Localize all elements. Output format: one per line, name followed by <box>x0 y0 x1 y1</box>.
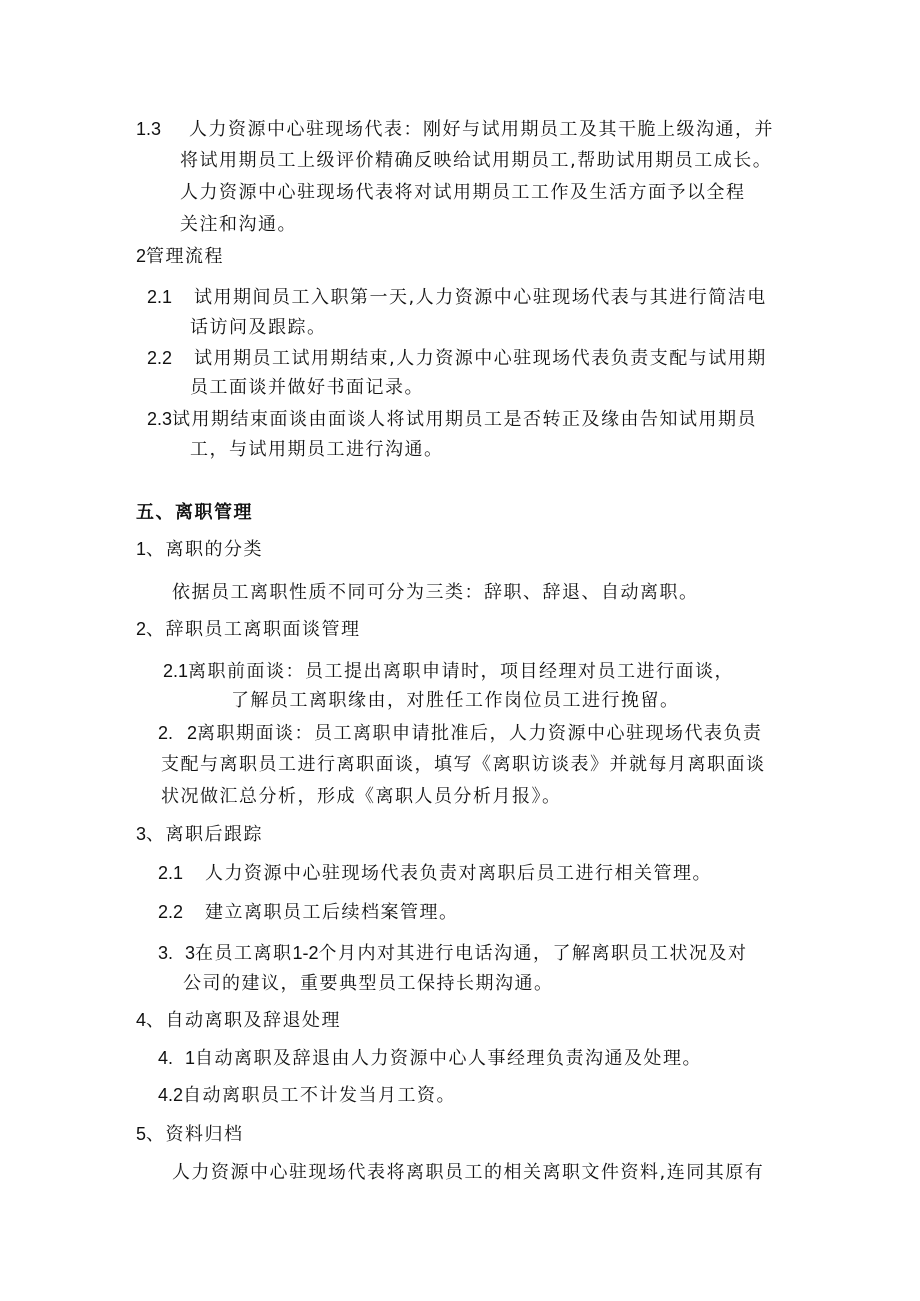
item-number-part: 2 <box>187 723 198 743</box>
item-number: 2.3 <box>147 409 173 429</box>
sub-title: 、离职的分类 <box>146 539 264 560</box>
paragraph-text: 状况做汇总分析，形成《离职人员分析月报》。 <box>161 786 562 807</box>
follow-2-1-line <box>158 862 712 885</box>
paragraph-text: 人力资源中心驻现场代表将对试用期员工工作及生活方面予以全程 <box>180 182 746 203</box>
paragraph-text: 试用期结束面谈由面谈人将试用期员工是否转正及缘由告知试用期员 <box>172 409 758 430</box>
item-number: 3. <box>158 943 174 963</box>
paragraph-text: 了解员工离职缘由，对胜任工作岗位员工进行挽留。 <box>231 690 680 711</box>
sub-number: 4 <box>136 1010 147 1030</box>
paragraph-text: 在员工离职 <box>195 943 293 964</box>
range-number: 1-2 <box>292 943 319 963</box>
resign-2-1-line-1 <box>163 660 734 683</box>
follow-3-3-line-1 <box>158 942 748 965</box>
paragraph-text: 公司的建议，重要典型员工保持长期沟通。 <box>183 973 554 994</box>
section-1-3-line-1 <box>136 118 774 141</box>
paragraph-text: 试用期间员工入职第一天,人力资源中心驻现场代表与其进行简洁电 <box>194 287 767 308</box>
paragraph-text: 员工面谈并做好书面记录。 <box>190 377 424 398</box>
item-number: 2.1 <box>163 661 189 681</box>
section-1-3-line-4 <box>180 214 297 236</box>
sub-2-heading <box>136 618 361 641</box>
follow-3-3-line-2 <box>183 973 554 995</box>
resign-2-1-line-2 <box>231 690 680 712</box>
resign-2-2-line-1 <box>158 722 763 745</box>
resign-2-2-line-3 <box>161 786 562 808</box>
section-title: 管理流程 <box>146 246 225 267</box>
paragraph-text: 人力资源中心驻现场代表负责对离职后员工进行相关管理。 <box>205 863 713 884</box>
item-2-2-line-2 <box>190 377 424 399</box>
item-number: 2.2 <box>158 902 184 922</box>
sub-3-heading <box>136 823 263 846</box>
item-number: 4. <box>158 1048 174 1068</box>
item-number-part: 1 <box>185 1048 196 1068</box>
section-number: 2 <box>136 246 147 266</box>
paragraph-text: 自动离职员工不计发当月工资。 <box>183 1085 457 1106</box>
sub-1-text <box>172 582 699 604</box>
paragraph-text: 试用期员工试用期结束,人力资源中心驻现场代表负责支配与试用期 <box>194 348 767 369</box>
section-1-3-line-3 <box>180 182 746 204</box>
resign-2-2-line-2 <box>161 754 766 776</box>
item-number: 4.2 <box>158 1085 184 1105</box>
paragraph-text: 自动离职及辞退由人力资源中心人事经理负责沟通及处理。 <box>195 1048 703 1069</box>
paragraph-text: 人力资源中心驻现场代表将离职员工的相关离职文件资料,连同其原有 <box>172 1162 765 1183</box>
section-number: 1.3 <box>136 119 162 139</box>
item-number: 2.2 <box>147 348 173 368</box>
paragraph-text: 个月内对其进行电话沟通，了解离职员工状况及对 <box>318 943 748 964</box>
paragraph-text: 人力资源中心驻现场代表：刚好与试用期员工及其干脆上级沟通，并 <box>189 119 775 140</box>
item-number-part: 3 <box>185 943 196 963</box>
sub-title: 、自动离职及辞退处理 <box>146 1010 342 1031</box>
item-number: 2.1 <box>158 863 184 883</box>
paragraph-text: 关注和沟通。 <box>180 214 297 235</box>
item-number: 2.1 <box>147 287 173 307</box>
auto-4-2-line <box>158 1084 456 1107</box>
paragraph-text: 依据员工离职性质不同可分为三类：辞职、辞退、自动离职。 <box>172 582 699 603</box>
item-number: 2. <box>158 723 174 743</box>
sub-number: 2 <box>136 619 147 639</box>
sub-1-heading <box>136 538 263 561</box>
item-2-1-line-1 <box>147 286 767 309</box>
sub-5-text <box>172 1162 764 1184</box>
sub-number: 1 <box>136 539 147 559</box>
paragraph-text: 话访问及跟踪。 <box>190 317 327 338</box>
sub-title: 、资料归档 <box>146 1124 244 1145</box>
follow-2-2-line <box>158 901 459 924</box>
sub-title: 、辞职员工离职面谈管理 <box>146 619 361 640</box>
section-1-3-line-2 <box>180 150 772 172</box>
paragraph-text: 离职前面谈：员工提出离职申请时，项目经理对员工进行面谈， <box>188 661 735 682</box>
sub-5-heading <box>136 1123 244 1146</box>
paragraph-text: 离职期面谈：员工离职申请批准后，人力资源中心驻现场代表负责 <box>197 723 763 744</box>
chapter-title: 五、离职管理 <box>136 502 253 523</box>
sub-title: 、离职后跟踪 <box>146 824 264 845</box>
item-2-3-line-2 <box>190 439 444 461</box>
item-2-3-line-1 <box>147 408 757 431</box>
section-2-heading <box>136 245 224 268</box>
paragraph-text: 将试用期员工上级评价精确反映给试用期员工,帮助试用期员工成长。 <box>180 150 773 171</box>
paragraph-text: 工，与试用期员工进行沟通。 <box>190 439 444 460</box>
sub-number: 3 <box>136 824 147 844</box>
chapter-5-heading <box>136 502 253 524</box>
paragraph-text: 支配与离职员工进行离职面谈，填写《离职访谈表》并就每月离职面谈 <box>161 754 766 775</box>
sub-4-heading <box>136 1009 341 1032</box>
paragraph-text: 建立离职员工后续档案管理。 <box>205 902 459 923</box>
sub-number: 5 <box>136 1124 147 1144</box>
item-2-1-line-2 <box>190 317 327 339</box>
auto-4-1-line <box>158 1047 702 1070</box>
item-2-2-line-1 <box>147 347 767 370</box>
